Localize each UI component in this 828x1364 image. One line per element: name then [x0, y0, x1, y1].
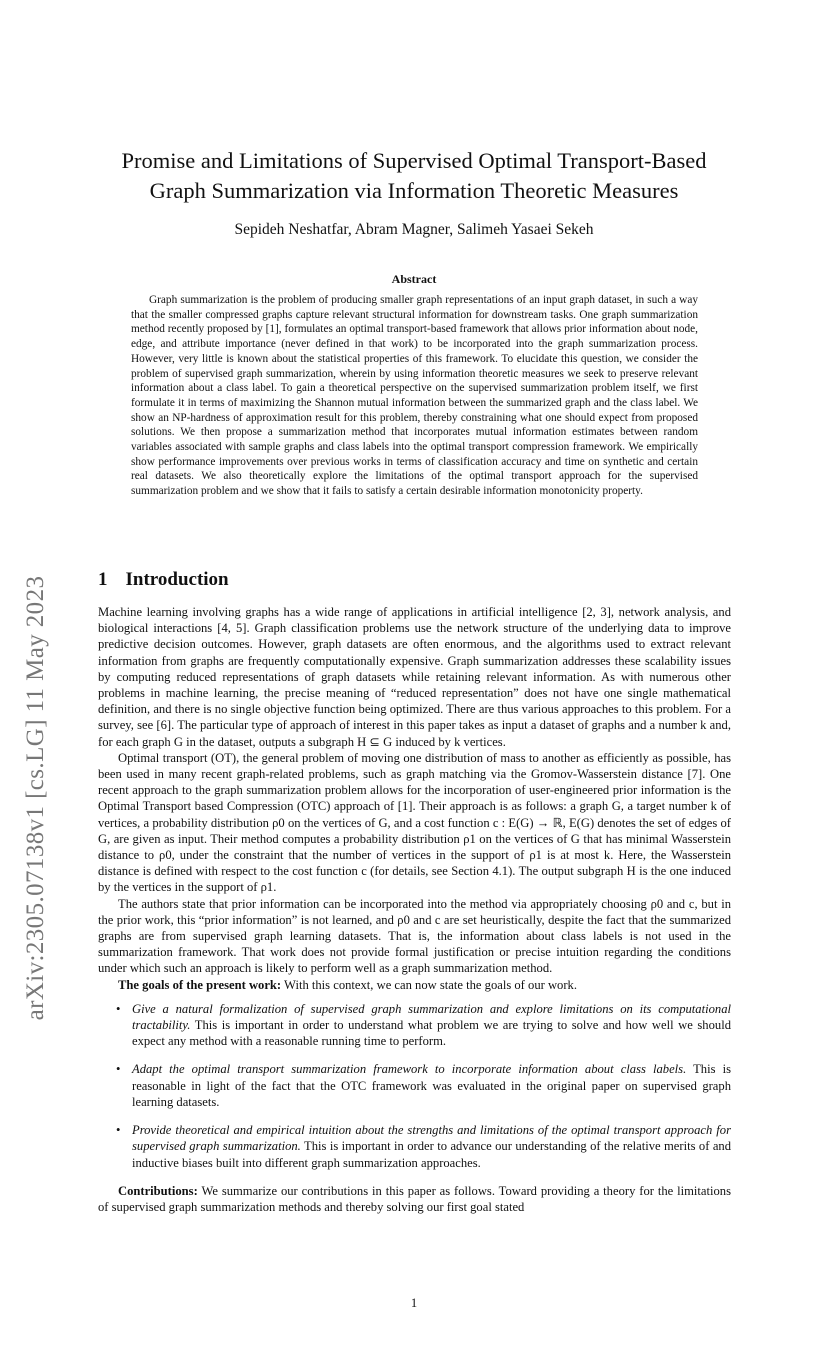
title-line-1: Promise and Limitations of Supervised Optimal Transport-Based: [121, 148, 707, 173]
goals-intro: With this context, we can now state the goals of our work.: [281, 977, 577, 992]
goal-item: [98, 1001, 731, 1050]
contributions-paragraph: [98, 1183, 731, 1215]
paper-title: [80, 146, 748, 206]
arxiv-sidebar-stamp: [18, 572, 54, 1024]
title-line-2: Graph Summarization via Information Theoretic Measures: [149, 178, 679, 203]
goal-detail: This is important in order to understand what problem we are trying to solve and how well we should expect any method with a reasonable running time to perform.: [132, 1018, 731, 1049]
section-heading: [98, 569, 229, 591]
page-number: 1: [410, 1296, 418, 1310]
intro-paragraph-2: Optimal transport (OT), the general problem of moving one distribution of mass to another as efficiently as possible, has been used in many recent graph-related problems, such as graph matching via the Gromov-Wasserstein distance [7]. One recent approach to the graph summarization problem allows for the incorporation of user-engineered prior information is the Optimal Transport based Compression (OTC) approach of [1]. Their approach is as follows: a graph G, a target number k of vertices, a probability distribution ρ0 on the vertices of G, and a cost function c : E(G) → ℝ, E(G) denotes the set of edges of G, are given as input. Their method computes a probability distribution ρ1 on the vertices of G that has minimal Wasserstein distance to ρ0, under the constraint that the number of vertices in the support of ρ1 is at most k. Here, the Wasserstein distance is defined with respect to the cost function c (for details, see Section 4.1). The output subgraph H is the one induced by the vertices in the support of ρ1.: [98, 750, 731, 895]
abstract-heading: Abstract: [391, 272, 437, 286]
arxiv-id: arXiv:2305.07138v1 [cs.LG] 11 May 2023: [22, 575, 49, 1021]
goals-paragraph: [98, 977, 731, 993]
contributions-text: We summarize our contributions in this paper as follows. Toward providing a theory for the limitations of supervised graph summarization methods and thereby solving our first goal stated: [98, 1183, 731, 1214]
introduction-body: [98, 604, 731, 1215]
goal-emphasis: Give a natural formalization of supervised graph summarization and explore limitations on its computational tractability.: [132, 1001, 731, 1033]
abstract-text: Graph summarization is the problem of producing smaller graph representations of an input graph dataset, in such a way that the smaller compressed graphs capture relevant structural information for downstream tasks. One graph summarization method recently proposed by [1], formulates an optimal transport-based framework that allows prior information about node, edge, and attribute importance (never defined in that work) to be incorporated into the graph summarization process. However, very little is known about the statistical properties of this framework. To elucidate this question, we consider the problem of supervised graph summarization, wherein by using information theoretic measures we seek to preserve relevant information about a class label. To gain a theoretical perspective on the supervised summarization problem itself, we first formulate it in terms of maximizing the Shannon mutual information between the summarized graph and the class label. We show an NP-hardness of approximation result for this problem, thereby constraining what one should expect from proposed solutions. We then propose a summarization method that incorporates mutual information estimates between random variables associated with sample graphs and class labels into the optimal transport compression framework. We empirically show performance improvements over previous works in terms of classification accuracy and time on synthetic and certain real datasets. We also theoretically explore the limitations of the optimal transport approach for the supervised summarization problem and we show that it fails to satisfy a certain desirable information monotonicity property.: [131, 294, 698, 498]
section-number: 1: [98, 569, 108, 590]
intro-paragraph-1: Machine learning involving graphs has a wide range of applications in artificial intelligence [2, 3], network analysis, and biological interactions [4, 5]. Graph classification problems use the network structure of the underlying data to improve predictive decision outcomes. However, graph datasets are often enormous, and the algorithms used to extract relevant information from graphs are frequently computationally expensive. Graph summarization addresses these scalability issues by computing reduced representations of graph datasets while retaining relevant information. As with numerous other problems in machine learning, the precise meaning of “reduced representation” does not have one single mathematical definition, and there is no single objective function being optimized. There are thus various approaches to this problem. For a survey, see [6]. The particular type of approach of interest in this paper takes as input a dataset of graphs and a number k and, for each graph G in the dataset, outputs a subgraph H ⊆ G induced by k vertices.: [98, 605, 731, 749]
goal-detail: This is reasonable in light of the fact that the OTC framework was evaluated in the original paper on supervised graph learning datasets.: [132, 1062, 731, 1109]
contributions-heading: Contributions:: [118, 1183, 198, 1198]
goals-list: [98, 1001, 731, 1171]
intro-paragraph-3: The authors state that prior information can be incorporated into the method via appropriately choosing ρ0 and c, but in the prior work, this “prior information” is not learned, and ρ0 and c are set heuristically, despite the fact that the summarized graphs are from supervised graph learning datasets. That is, the information about class labels is not used in the summarization framework. That work does not provide formal justification or precise intuition regarding the conditions under which such an approach is likely to perform well as a graph summarization method.: [98, 896, 731, 976]
goal-emphasis: Provide theoretical and empirical intuition about the strengths and limitations of the optimal transport approach for supervised graph summarization.: [132, 1123, 731, 1154]
goals-heading: The goals of the present work:: [118, 977, 282, 992]
section-title: Introduction: [125, 569, 229, 590]
goal-item: [98, 1061, 731, 1110]
goal-detail: This is important in order to advance our understanding of the relative merits of and inductive biases built into different graph summarization approaches.: [132, 1139, 731, 1170]
author-list: Sepideh Neshatfar, Abram Magner, Salimeh Yasaei Sekeh: [234, 221, 594, 238]
goal-item: [98, 1122, 731, 1171]
goal-emphasis: Adapt the optimal transport summarization framework to incorporate information about class labels.: [132, 1062, 687, 1077]
